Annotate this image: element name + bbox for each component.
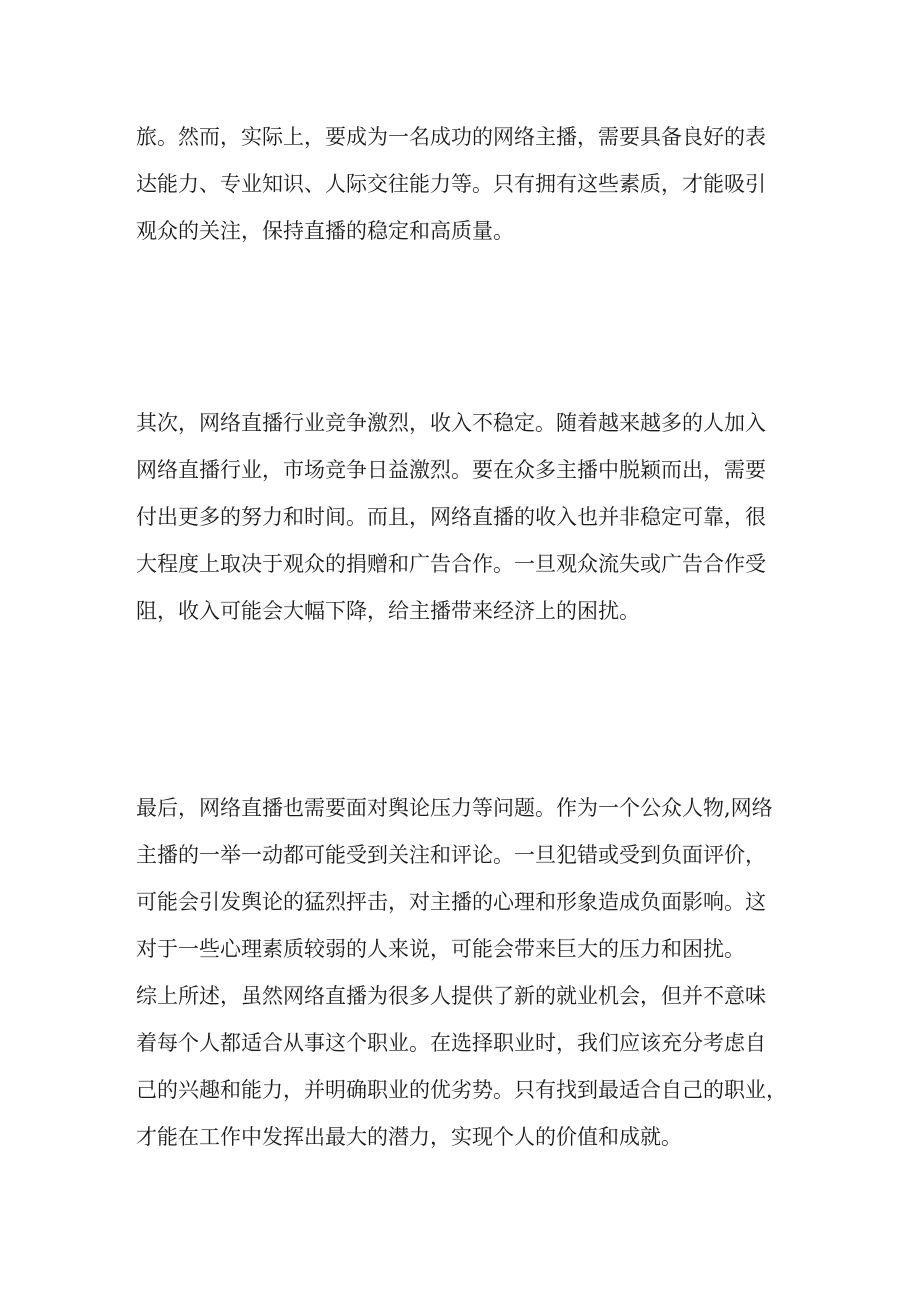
paragraph-line: 着每个人都适合从事这个职业。在选择职业时，我们应该充分考虑自 — [136, 1031, 766, 1055]
paragraph-line: 阻，收入可能会大幅下降，给主播带来经济上的困扰。 — [136, 599, 640, 623]
paragraph-line: 大程度上取决于观众的捐赠和广告合作。一旦观众流失或广告合作受 — [136, 552, 766, 576]
paragraph-1 — [136, 114, 796, 255]
paragraph-line: 旅。然而，实际上，要成为一名成功的网络主播，需要具备良好的表 — [136, 125, 766, 149]
paragraph-line: 对于一些心理素质较弱的人来说，可能会带来巨大的压力和困扰。 — [136, 937, 745, 961]
paragraph-line: 可能会引发舆论的猛烈抨击，对主播的心理和形象造成负面影响。这 — [136, 890, 766, 914]
paragraph-line: 才能在工作中发挥出最大的潜力，实现个人的价值和成就。 — [136, 1125, 682, 1149]
paragraph-line: 主播的一举一动都可能受到关注和评论。一旦犯错或受到负面评价， — [136, 843, 766, 867]
paragraph-line: 其次，网络直播行业竞争激烈，收入不稳定。随着越来越多的人加入 — [136, 411, 766, 435]
paragraph-line: 网络直播行业，市场竞争日益激烈。要在众多主播中脱颖而出，需要 — [136, 458, 766, 482]
paragraph-line: 观众的关注，保持直播的稳定和高质量。 — [136, 219, 514, 243]
paragraph-3 — [136, 785, 796, 1161]
paragraph-line: 综上所述，虽然网络直播为很多人提供了新的就业机会，但并不意味 — [136, 984, 766, 1008]
paragraph-line: 己的兴趣和能力，并明确职业的优劣势。只有找到最适合自己的职业， — [136, 1078, 787, 1102]
paragraph-line: 最后，网络直播也需要面对舆论压力等问题。作为一个公众人物,网络 — [136, 796, 773, 820]
paragraph-line: 付出更多的努力和时间。而且，网络直播的收入也并非稳定可靠，很 — [136, 505, 766, 529]
paragraph-2 — [136, 400, 796, 635]
paragraph-line: 达能力、专业知识、人际交往能力等。只有拥有这些素质，才能吸引 — [136, 172, 766, 196]
